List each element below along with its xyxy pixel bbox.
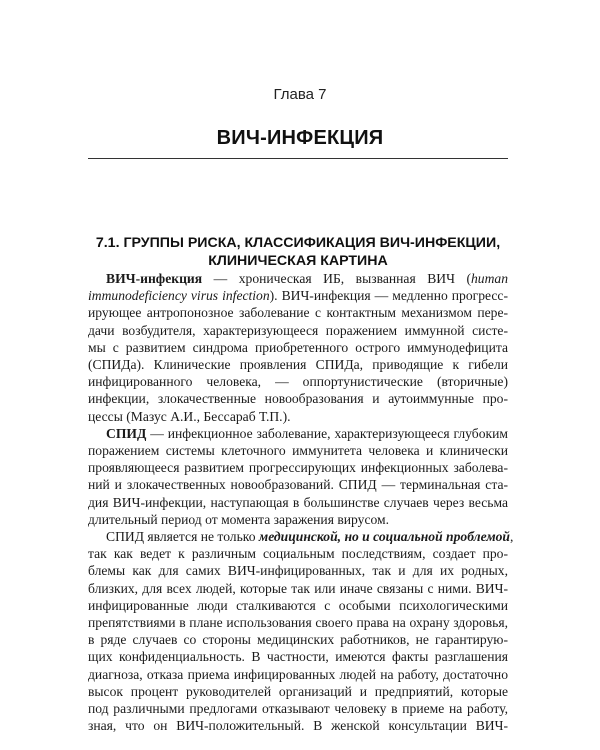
chapter-label: Глава 7 [273,86,327,103]
text-line: СПИД является не только медицинской, но и социальной проблемой, [106,529,514,545]
paragraph-aids-social [88,528,514,734]
text-line: под различными предлогами отказывают человеку в приеме на работу, [88,701,508,717]
section-title-line: КЛИНИЧЕСКАЯ КАРТИНА [208,253,388,269]
section-title-line: 7.1. ГРУППЫ РИСКА, КЛАССИФИКАЦИЯ ВИЧ-ИНФЕКЦИИ, [95,235,501,251]
chapter-title: ВИЧ-ИНФЕКЦИЯ [216,127,384,149]
text-line: проявляющееся развитием прогрессирующих инфекционных заболева- [88,460,508,476]
chapter-divider [88,158,508,159]
text-line: высок процент руководителей организаций и предприятий, которые [88,683,508,699]
text-line: длительный период от момента заражения вирусом. [88,511,390,527]
text-line: так как ведет к различным социальным последствиям, создает про- [88,546,508,562]
text-line: инфекции, злокачественные новообразования и аутоиммунные про- [88,391,508,407]
text-line: immunodeficiency virus infection). ВИЧ-инфекция — медленно прогресс- [88,288,508,304]
term-aids: СПИД [106,425,147,441]
text-line: диагноза, отказа приема инфицированных людей на работу, достаточно [88,666,508,682]
text-line: близких, для всех людей, которые так или иначе связаны с ними. ВИЧ- [88,580,508,596]
text-line: щих конфиденциальность. В частности, имеются факты разглашения [88,649,508,665]
text-line: блемы как для самих ВИЧ-инфицированных, так и для их родных, [88,563,508,579]
text-line: мы с развитием синдрома приобретенного острого иммунодефицита [88,339,508,355]
paragraph-aids-definition [88,425,508,528]
text-line: дия ВИЧ-инфекции, наступающая в большинстве случаев через весьма [88,494,508,510]
text-line: инфицированные люди сталкиваются с особыми психологическими [88,597,508,613]
emphasis-social-problem: медицинской, но и социальной проблемой [258,529,510,545]
text-line: инфицированного человека, — оппортунистические (вторичные) [88,374,508,390]
text-line: поражением системы клеточного иммунитета человека и клинически [88,443,508,459]
text-line: ирующее антропонозное заболевание с контактным механизмом пере- [88,305,508,321]
text-line: зная, что он ВИЧ-положительный. В женской консультации ВИЧ- [88,718,508,734]
text-line: в ряде случаев со стороны медицинских работников, не гарантирую- [88,632,508,648]
text-line: ний и злокачественных новообразований. СПИД — терминальная ста- [88,477,508,493]
section-title [88,234,508,270]
text-line: ВИЧ-инфекция — хроническая ИБ, вызванная ВИЧ (human [106,271,508,286]
body-text [88,270,514,734]
text-line: СПИД — инфекционное заболевание, характеризующееся глубоким [106,425,508,441]
text-line: дачи возбудителя, характеризующееся поражением иммунной систе- [88,322,508,338]
term-hiv-infection: ВИЧ-инфекция [106,271,203,286]
text-line: (СПИДа). Клинические проявления СПИДа, приводящие к гибели [88,357,508,373]
text-line: цессы (Мазус А.И., Бессараб Т.П.). [88,408,291,424]
text-line: препятствиями в плане использования своего права на охрану здоровья, [88,615,508,631]
paragraph-hiv-definition [88,270,508,425]
